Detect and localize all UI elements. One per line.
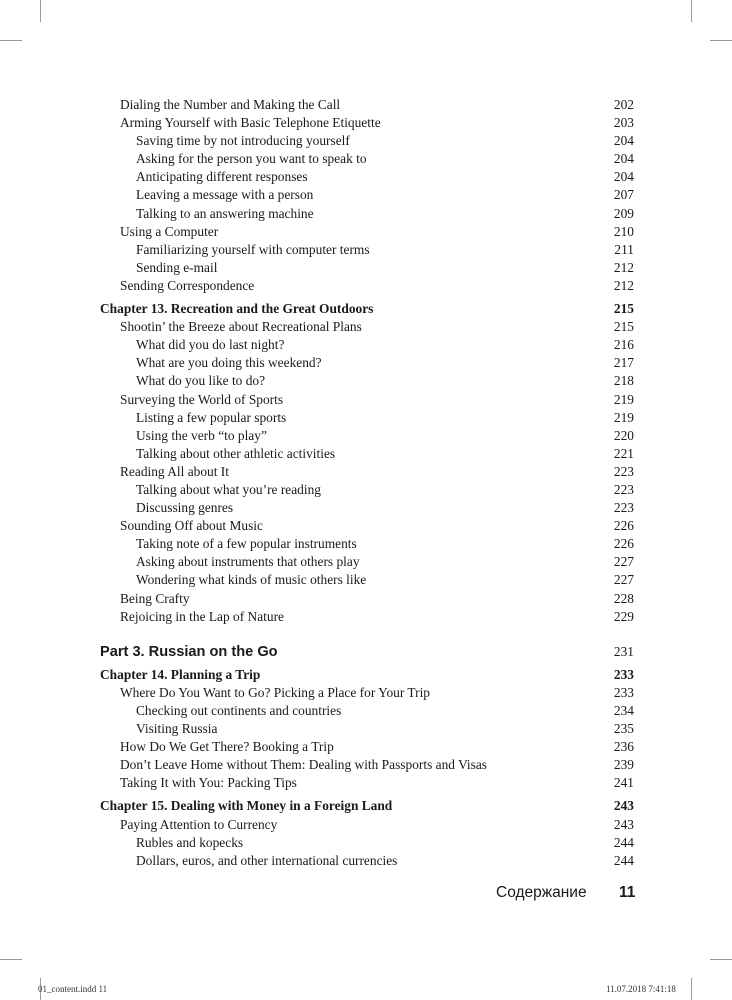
toc-entry-page-number: 215 [613, 319, 634, 335]
toc-entry-page-number: 204 [613, 169, 634, 185]
toc-entry-page-number: 223 [613, 500, 634, 516]
crop-mark [40, 0, 41, 22]
toc-subsection-entry [100, 481, 634, 499]
toc-section-entry [100, 318, 634, 336]
toc-section-entry [100, 223, 634, 241]
toc-entry-page-number: 210 [613, 223, 634, 239]
toc-section-entry [100, 774, 634, 792]
toc-entry-page-number: 233 [613, 666, 634, 682]
toc-entry-page-number: 244 [613, 834, 634, 850]
toc-subsection-entry [100, 372, 634, 390]
toc-entry-title: Rubles and kopecks [136, 834, 244, 850]
toc-subsection-entry [100, 427, 634, 445]
toc-entry-title: Talking about what you’re reading [136, 481, 321, 497]
toc-entry-title: Using the verb “to play” [136, 427, 267, 443]
toc-entry-title: Where Do You Want to Go? Picking a Place for Your Trip [120, 684, 430, 700]
toc-entry-title: Saving time by not introducing yourself [136, 133, 350, 149]
toc-entry-title: Asking about instruments that others play [136, 554, 360, 570]
toc-entry-title: Sending Correspondence [120, 277, 255, 293]
toc-entry-page-number: 212 [613, 259, 634, 275]
toc-entry-title: Chapter 15. Dealing with Money in a Foreign Land [100, 798, 393, 814]
toc-section-entry [100, 816, 634, 834]
toc-section-entry [100, 684, 634, 702]
toc-subsection-entry [100, 150, 634, 168]
toc-subsection-entry [100, 553, 634, 571]
toc-entry-title: Leaving a message with a person [136, 187, 314, 203]
toc-entry-page-number: 236 [613, 739, 634, 755]
toc-entry-page-number: 220 [613, 427, 634, 443]
toc-entry-page-number: 239 [613, 757, 634, 773]
toc-entry-page-number: 204 [613, 133, 634, 149]
crop-mark [710, 959, 732, 960]
toc-entry-page-number: 204 [613, 151, 634, 167]
toc-entry-page-number: 209 [613, 205, 634, 221]
toc-entry-title: Surveying the World of Sports [120, 391, 284, 407]
toc-entry-title: Familiarizing yourself with computer terms [136, 241, 370, 257]
toc-subsection-entry [100, 186, 634, 204]
toc-entry-title: Shootin’ the Breeze about Recreational Plans [120, 319, 362, 335]
toc-entry-page-number: 229 [613, 608, 634, 624]
toc-entry-title: Don’t Leave Home without Them: Dealing with Passports and Visas [120, 757, 488, 773]
toc-section-entry [100, 756, 634, 774]
toc-entry-title: Dollars, euros, and other international currencies [136, 852, 398, 868]
crop-mark [691, 978, 692, 1000]
toc-subsection-entry [100, 535, 634, 553]
toc-entry-title: What did you do last night? [136, 337, 285, 353]
toc-entry-title: Taking It with You: Packing Tips [120, 775, 297, 791]
slug-timestamp: 11.07.2018 7:41:18 [606, 984, 676, 994]
toc-entry-title: Dialing the Number and Making the Call [120, 97, 341, 112]
toc-chapter-heading [100, 300, 634, 318]
toc-entry-title: Reading All about It [120, 463, 229, 479]
toc-entry-page-number: 223 [613, 463, 634, 479]
toc-subsection-entry [100, 354, 634, 372]
toc-entry-page-number: 227 [613, 554, 634, 570]
slug-file-name: 01_content.indd 11 [38, 984, 108, 994]
crop-mark [0, 40, 22, 41]
toc-entry-page-number: 211 [614, 241, 634, 257]
toc-entry-title: Rejoicing in the Lap of Nature [120, 608, 284, 624]
toc-subsection-entry [100, 241, 634, 259]
crop-mark [691, 0, 692, 22]
toc-entry-page-number: 241 [613, 775, 634, 791]
toc-subsection-entry [100, 168, 634, 186]
table-of-contents [100, 96, 634, 870]
toc-entry-title: Being Crafty [120, 590, 190, 606]
toc-entry-title: Anticipating different responses [136, 169, 308, 185]
toc-entry-page-number: 217 [613, 355, 634, 371]
toc-subsection-entry [100, 445, 634, 463]
toc-section-entry [100, 738, 634, 756]
toc-entry-page-number: 231 [613, 643, 634, 659]
toc-entry-title: Arming Yourself with Basic Telephone Etiquette [120, 115, 381, 131]
toc-section-entry [100, 96, 634, 114]
toc-subsection-entry [100, 852, 634, 870]
toc-chapter-heading [100, 666, 634, 684]
toc-section-entry [100, 277, 634, 295]
toc-entry-title: Wondering what kinds of music others like [136, 572, 367, 588]
page-number: 11 [619, 884, 636, 901]
toc-subsection-entry [100, 132, 634, 150]
toc-entry-page-number: 219 [613, 391, 634, 407]
toc-entry-page-number: 228 [613, 590, 634, 606]
toc-entry-page-number: 203 [613, 115, 634, 131]
toc-entry-title: Sounding Off about Music [120, 518, 263, 534]
toc-entry-page-number: 221 [613, 445, 634, 461]
toc-subsection-entry [100, 409, 634, 427]
toc-section-entry [100, 114, 634, 132]
toc-entry-page-number: 219 [613, 409, 634, 425]
toc-entry-page-number: 233 [613, 684, 634, 700]
toc-entry-title: Part 3. Russian on the Go [100, 643, 278, 660]
toc-section-entry [100, 608, 634, 626]
toc-entry-title: What are you doing this weekend? [136, 355, 322, 371]
toc-entry-title: Taking note of a few popular instruments [136, 536, 357, 552]
toc-entry-title: Talking to an answering machine [136, 205, 314, 221]
toc-entry-page-number: 244 [613, 852, 634, 868]
toc-entry-page-number: 216 [613, 337, 634, 353]
toc-subsection-entry [100, 834, 634, 852]
toc-entry-title: Sending e-mail [136, 259, 218, 275]
toc-entry-title: Using a Computer [120, 223, 219, 239]
crop-mark [0, 959, 22, 960]
toc-entry-title: Paying Attention to Currency [120, 816, 278, 832]
toc-entry-page-number: 227 [613, 572, 634, 588]
toc-entry-title: How Do We Get There? Booking a Trip [120, 739, 334, 755]
toc-section-entry [100, 517, 634, 535]
toc-entry-title: Talking about other athletic activities [136, 445, 336, 461]
toc-entry-page-number: 235 [613, 721, 634, 737]
toc-subsection-entry [100, 571, 634, 589]
toc-entry-title: Chapter 13. Recreation and the Great Outdoors [100, 301, 374, 317]
running-footer-title: Содержание [496, 884, 587, 901]
toc-entry-page-number: 243 [613, 816, 634, 832]
toc-entry-title: What do you like to do? [136, 373, 266, 389]
toc-entry-title: Chapter 14. Planning a Trip [100, 666, 261, 682]
toc-entry-page-number: 207 [613, 187, 634, 203]
toc-entry-page-number: 243 [613, 798, 634, 814]
toc-entry-page-number: 218 [613, 373, 634, 389]
toc-entry-title: Checking out continents and countries [136, 703, 342, 718]
toc-subsection-entry [100, 499, 634, 517]
toc-subsection-entry [100, 259, 634, 277]
toc-entry-title: Asking for the person you want to speak to [136, 151, 367, 167]
toc-section-entry [100, 463, 634, 481]
toc-entry-page-number: 226 [613, 518, 634, 534]
toc-section-entry [100, 590, 634, 608]
toc-chapter-heading [100, 797, 634, 815]
toc-entry-page-number: 223 [613, 481, 634, 497]
toc-entry-page-number: 234 [613, 703, 634, 718]
toc-subsection-entry [100, 702, 634, 720]
toc-entry-title: Visiting Russia [136, 721, 218, 737]
toc-entry-page-number: 226 [613, 536, 634, 552]
toc-entry-title: Discussing genres [136, 500, 234, 516]
toc-entry-page-number: 212 [613, 277, 634, 293]
toc-entry-page-number: 215 [613, 301, 634, 317]
toc-section-entry [100, 391, 634, 409]
crop-mark [710, 40, 732, 41]
toc-subsection-entry [100, 205, 634, 223]
toc-entry-title: Listing a few popular sports [136, 409, 287, 425]
toc-subsection-entry [100, 336, 634, 354]
toc-subsection-entry [100, 720, 634, 738]
toc-part-heading [100, 643, 634, 661]
toc-entry-page-number: 202 [613, 97, 634, 112]
